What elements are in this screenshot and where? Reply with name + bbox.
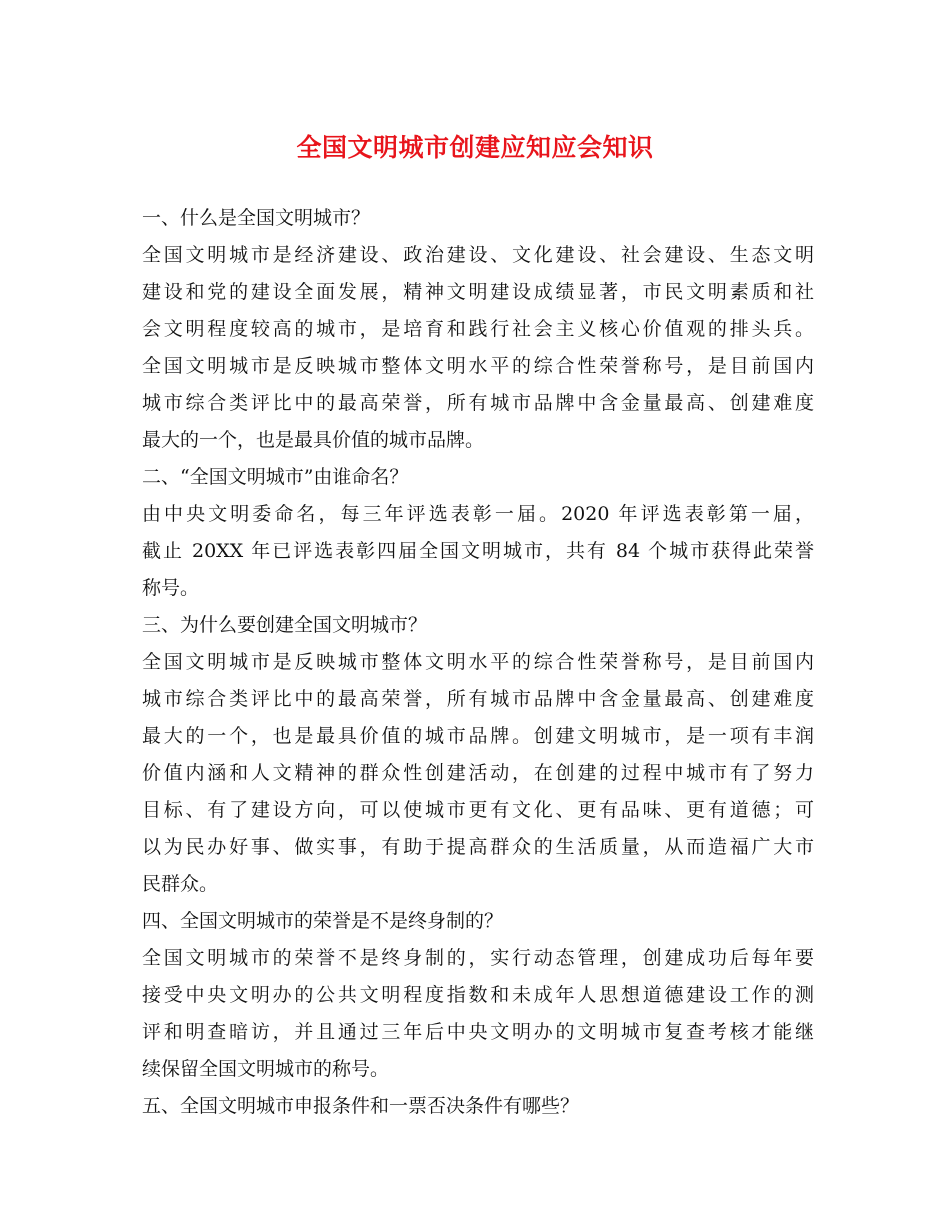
paragraph-line: 称号。	[142, 577, 200, 599]
paragraph-line: 建设和党的建设全面发展，精神文明建设成绩显著，市民文明素质和社	[142, 281, 814, 303]
document-body	[142, 200, 814, 1125]
paragraph-line: 全国文明城市是反映城市整体文明水平的综合性荣誉称号，是目前国内	[142, 651, 814, 673]
section-heading-2: 二、“全国文明城市”由谁命名？	[142, 466, 409, 488]
document-title: 全国文明城市创建应知应会知识	[296, 133, 654, 162]
paragraph-line: 最大的一个，也是最具价值的城市品牌。创建文明城市，是一项有丰润	[142, 725, 814, 747]
paragraph-line: 民群众。	[142, 873, 219, 895]
paragraph-line: 续保留全国文明城市的称号。	[142, 1058, 390, 1080]
paragraph-line: 城市综合类评比中的最高荣誉，所有城市品牌中含金量最高、创建难度	[142, 688, 814, 710]
paragraph-line: 全国文明城市的荣誉不是终身制的，实行动态管理，创建成功后每年要	[142, 947, 814, 969]
paragraph-line: 全国文明城市是经济建设、政治建设、文化建设、社会建设、生态文明	[142, 244, 814, 266]
paragraph-line: 价值内涵和人文精神的群众性创建活动，在创建的过程中城市有了努力	[142, 762, 814, 784]
paragraph-line: 评和明查暗访，并且通过三年后中央文明办的文明城市复查考核才能继	[142, 1021, 814, 1043]
paragraph-line: 以为民办好事、做实事，有助于提高群众的生活质量，从而造福广大市	[142, 836, 814, 858]
section-heading-1: 一、什么是全国文明城市？	[142, 207, 371, 229]
paragraph-line: 最大的一个，也是最具价值的城市品牌。	[142, 429, 485, 451]
paragraph-line: 会文明程度较高的城市，是培育和践行社会主义核心价值观的排头兵。	[142, 318, 814, 340]
section-heading-3: 三、为什么要创建全国文明城市？	[142, 614, 428, 636]
paragraph-line: 城市综合类评比中的最高荣誉，所有城市品牌中含金量最高、创建难度	[142, 392, 814, 414]
paragraph-line: 截止 20XX 年已评选表彰四届全国文明城市，共有 84 个城市获得此荣誉	[142, 540, 814, 562]
section-heading-4: 四、全国文明城市的荣誉是不是终身制的？	[142, 910, 504, 932]
paragraph-line: 目标、有了建设方向，可以使城市更有文化、更有品味、更有道德；可	[142, 799, 814, 821]
section-heading-5: 五、全国文明城市申报条件和一票否决条件有哪些？	[142, 1095, 580, 1117]
paragraph-line: 接受中央文明办的公共文明程度指数和未成年人思想道德建设工作的测	[142, 984, 814, 1006]
paragraph-line: 由中央文明委命名，每三年评选表彰一届。2020 年评选表彰第一届，	[142, 503, 814, 525]
paragraph-line: 全国文明城市是反映城市整体文明水平的综合性荣誉称号，是目前国内	[142, 355, 814, 377]
